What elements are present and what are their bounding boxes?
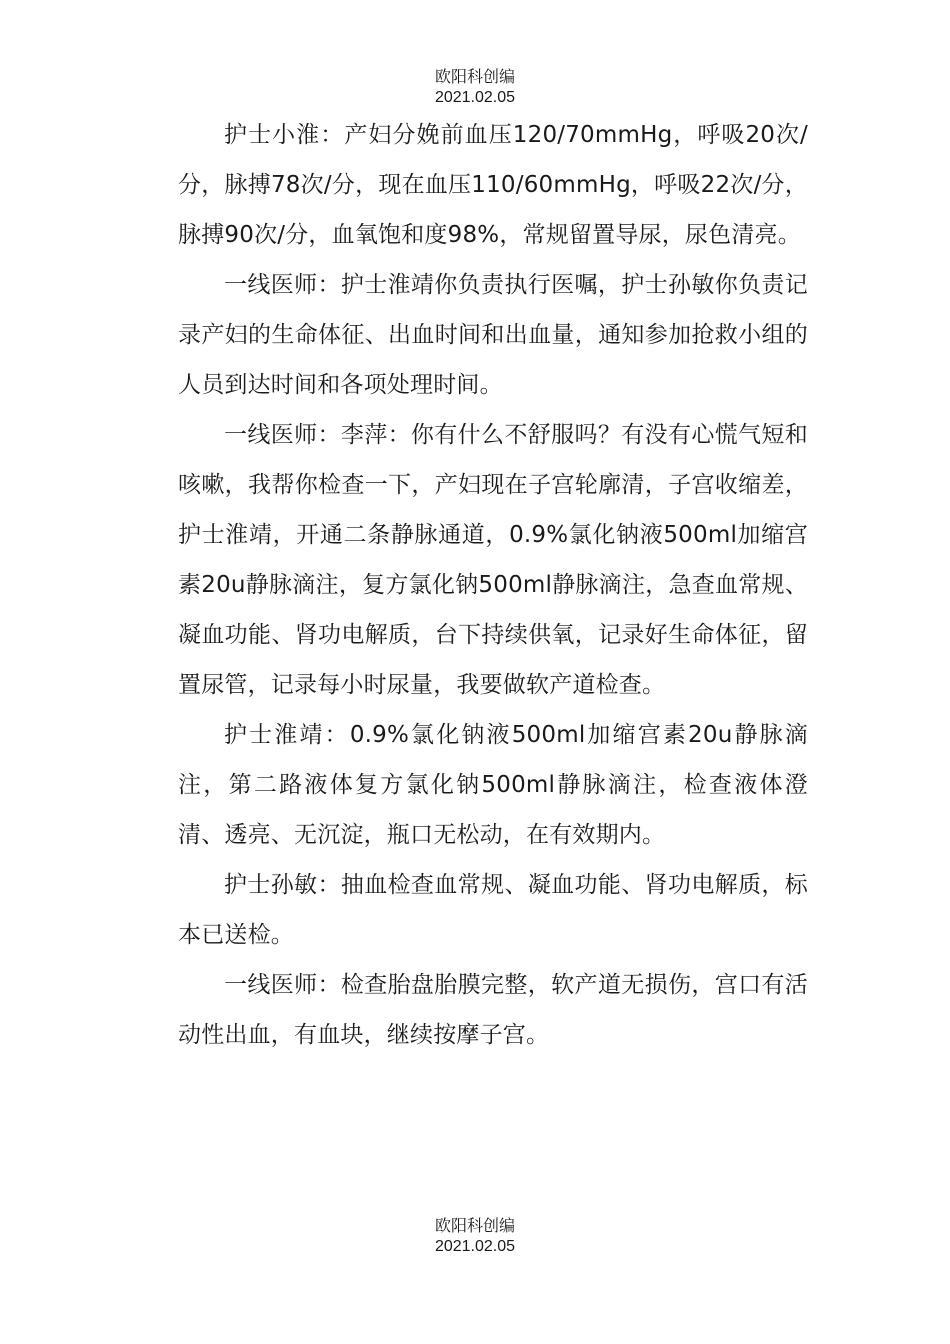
paragraph-doctor-assign-tasks: 一线医师：护士淮靖你负责执行医嘱，护士孙敏你负责记录产妇的生命体征、出血时间和出血量，通知参加抢救小组的人员到达时间和各项处理时间。: [178, 272, 808, 398]
paragraph-nurse-huaijing-infusion: 护士淮靖：0.9%氯化钠液500ml加缩宫素20u静脉滴注，第二路液体复方氯化钠500ml静脉滴注，检查液体澄清、透亮、无沉淀，瓶口无松动，在有效期内。: [178, 722, 808, 848]
header-author: 欧阳科创编: [434, 67, 515, 86]
header-date: 2021.02.05: [434, 89, 516, 106]
paragraph-doctor-examination-orders: 一线医师：李萍：你有什么不舒服吗？有没有心慌气短和咳嗽，我帮你检查一下，产妇现在子宫轮廓清，子宫收缩差，护士淮靖，开通二条静脉通道，0.9%氯化钠液500ml加缩宫素20u静脉滴注，复方氯化钠500ml静脉滴注，急查血常规、凝血功能、肾功电解质，台下持续供氧，记录好生命体征，留置尿管，记录每小时尿量，我要做软产道检查。: [178, 422, 808, 698]
paragraph-nurse-huai-vitals: 护士小淮：产妇分娩前血压120/70mmHg，呼吸20次/分，脉搏78次/分，现在血压110/60mmHg，呼吸22次/分，脉搏90次/分，血氧饱和度98%，常规留置导尿，尿色清亮。: [178, 122, 808, 248]
paragraph-doctor-placenta-check: 一线医师：检查胎盘胎膜完整，软产道无损伤，宫口有活动性出血，有血块，继续按摩子宫。: [178, 972, 808, 1048]
document-body: [178, 110, 808, 1060]
page-header: [0, 66, 950, 108]
footer-date: 2021.02.05: [434, 1238, 516, 1255]
footer-author: 欧阳科创编: [434, 1216, 515, 1235]
paragraph-nurse-sunmin-blood-test: 护士孙敏：抽血检查血常规、凝血功能、肾功电解质，标本已送检。: [178, 872, 808, 948]
page-footer: [0, 1215, 950, 1257]
